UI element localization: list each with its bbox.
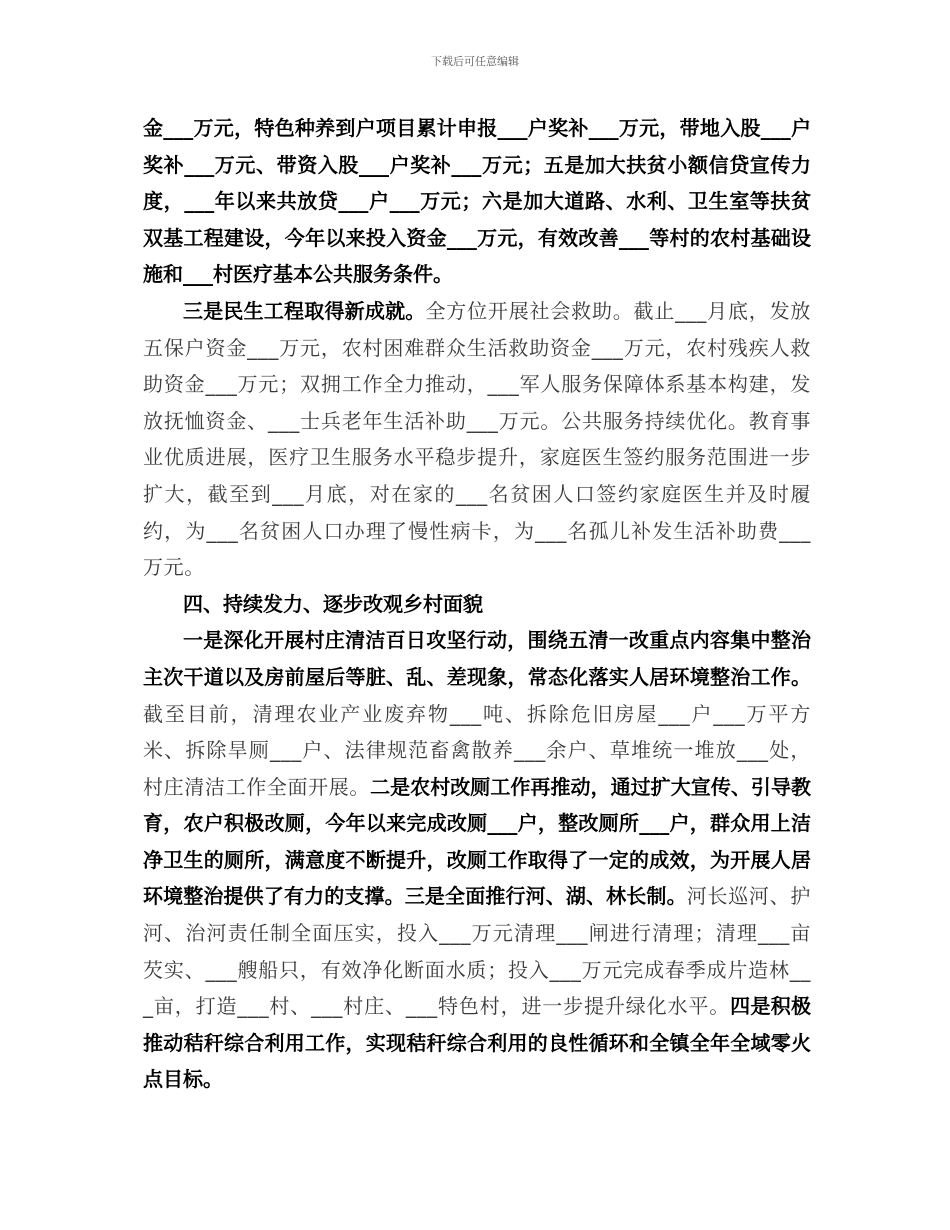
paragraph (143, 622, 811, 1098)
text-run: 截至目前，清理农业产业废弃物___吨、拆除危旧房屋___户___万平方米、拆除旱厕___户、法律规范畜禽散养___余户、草堆统一堆放___处，村庄清洁工作全面开展。 (143, 701, 811, 799)
page-header: 下载后可任意编辑 (431, 55, 519, 68)
text-run: 河长巡河、护河、治河责任制全面压实，投入___万元清理___闸进行清理；清理___亩芡实、___艘船只，有效净化断面水质；投入___万元完成春季成片造林___亩，打造___村、___村庄、___特色村，进一步提升绿化水平。 (143, 884, 812, 1019)
text-run-heading: 一是深化开展村庄清洁百日攻坚行动，围绕五清一改重点内容集中整治主次干道以及房前屋后等脏、乱、差现象，常态化落实人居环境整治工作。 (143, 628, 811, 689)
document-body (143, 110, 811, 1098)
section-heading-text: 四、持续发力、逐步改观乡村面貌 (183, 591, 483, 616)
text-run-heading: 二是农村改厕工作再推动，通过扩大宣传、引导教育，农户积极改厕，今年以来完成改厕___户，整改厕所___户，群众用上洁净卫生的厕所，满意度不断提升，改厕工作取得了一定的成效，为开展人居环境整治提供了有力的支撑。三是全面推行河、湖、林长制。 (143, 774, 811, 909)
text-run-heading: 三是民生工程取得新成就。 (183, 298, 426, 323)
section-heading (143, 586, 811, 623)
paragraph (143, 110, 811, 293)
text-run: 全方位开展社会救助。截止___月底，发放五保户资金___万元，农村困难群众生活救助资金___万元，农村残疾人救助资金___万元；双拥工作全力推动，___军人服务保障体系基本构建，发放抚恤资金、___士兵老年生活补助___万元。公共服务持续优化。教育事业优质进展，医疗卫生服务水平稳步提升，家庭医生签约服务范围进一步扩大，截至到___月底，对在家的___名贫困人口签约家庭医生并及时履约，为___名贫困人口办理了慢性病卡，为___名孤儿补发生活补助费___万元。 (143, 298, 812, 580)
paragraph (143, 293, 811, 586)
text-run: 金___万元，特色种养到户项目累计申报___户奖补___万元，带地入股___户奖补___万元、带资入股___户奖补___万元；五是加大扶贫小额信贷宣传力度，___年以来共放贷___户___万元；六是加大道路、水利、卫生室等扶贫双基工程建设，今年以来投入资金___万元，有效改善___等村的农村基础设施和___村医疗基本公共服务条件。 (143, 116, 811, 287)
text-run-heading: 四是积极推动秸秆综合利用工作，实现秸秆综合利用的良性循环和全镇全年全域零火点目标。 (143, 994, 811, 1092)
